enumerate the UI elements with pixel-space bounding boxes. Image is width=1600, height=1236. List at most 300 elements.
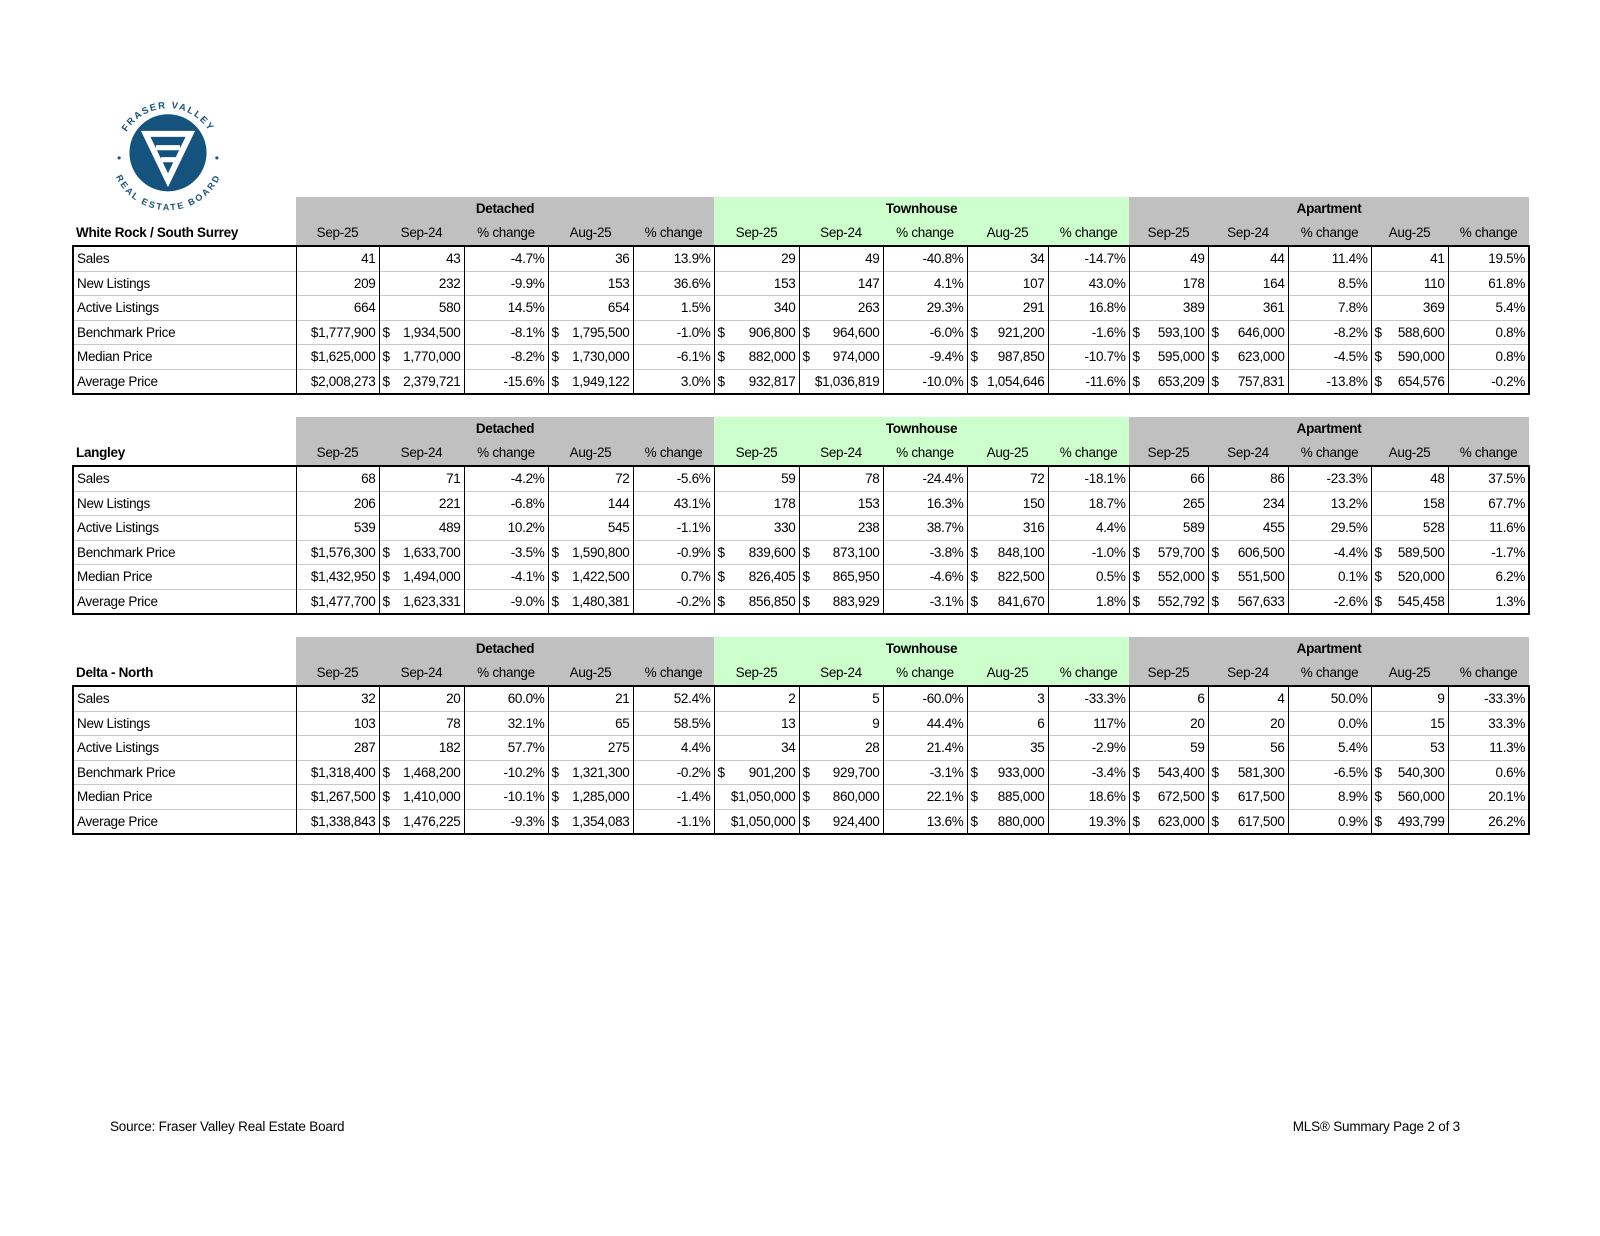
currency-symbol: $ — [1211, 593, 1219, 609]
cell-value: 2,379,721 — [403, 373, 461, 389]
row-label: Benchmark Price — [73, 320, 296, 345]
table-cell: 20 — [1129, 711, 1208, 736]
table-cell — [548, 809, 633, 834]
table-cell: 0.5% — [1048, 565, 1129, 590]
region-title: Delta - North — [76, 665, 154, 680]
blank-cell — [73, 637, 296, 661]
table-cell: -2.9% — [1048, 736, 1129, 761]
currency-symbol: $ — [802, 324, 810, 340]
table-cell: 16.8% — [1048, 296, 1129, 321]
currency-symbol: $ — [970, 789, 978, 804]
cell-value: 860,000 — [832, 789, 880, 804]
cell-value: 757,831 — [1237, 373, 1285, 389]
table-cell: 56 — [1208, 736, 1288, 761]
table-cell — [967, 589, 1048, 614]
table-cell: 580 — [379, 296, 464, 321]
row-label: Active Listings — [73, 736, 296, 761]
currency-symbol: $ — [1211, 764, 1219, 780]
cell-value: 567,633 — [1237, 593, 1285, 609]
table-cell: 0.7% — [633, 565, 714, 590]
table-cell — [967, 345, 1048, 370]
cell-value: 1,949,122 — [572, 373, 630, 389]
column-header: % change — [883, 221, 967, 246]
currency-symbol: $ — [382, 764, 390, 780]
table-cell: -4.6% — [883, 565, 967, 590]
cell-value: 822,500 — [997, 569, 1045, 584]
currency-symbol: $ — [970, 349, 978, 364]
table-cell: 209 — [296, 271, 379, 296]
cell-value: 1,730,000 — [572, 349, 630, 364]
column-header: Sep-25 — [1129, 441, 1208, 466]
column-header: Aug-25 — [967, 441, 1048, 466]
currency-symbol: $ — [802, 593, 810, 609]
table-row — [73, 565, 1529, 590]
column-header: Sep-24 — [799, 661, 883, 686]
table-cell: 37.5% — [1448, 466, 1529, 491]
cell-value: 581,300 — [1237, 764, 1285, 780]
cell-value: 1,422,500 — [572, 569, 630, 584]
cell-value: 974,000 — [832, 349, 880, 364]
table-cell: -1.7% — [1448, 540, 1529, 565]
table-cell: 13 — [714, 711, 799, 736]
table-cell: 9 — [799, 711, 883, 736]
table-cell — [1129, 589, 1208, 614]
table-cell: 6.2% — [1448, 565, 1529, 590]
currency-symbol: $ — [1211, 569, 1219, 584]
table-row — [73, 516, 1529, 541]
row-label: Sales — [73, 466, 296, 491]
table-cell: 182 — [379, 736, 464, 761]
table-cell: -10.1% — [464, 785, 548, 810]
table-cell: $1,338,843 — [296, 809, 379, 834]
table-cell: -1.1% — [633, 809, 714, 834]
table-cell — [1208, 809, 1288, 834]
table-cell: 664 — [296, 296, 379, 321]
column-header: % change — [883, 661, 967, 686]
currency-symbol: $ — [1132, 544, 1140, 560]
cell-value: 1,054,646 — [987, 373, 1045, 389]
column-header: Sep-24 — [799, 221, 883, 246]
region-table — [72, 417, 1530, 615]
cell-value: 1,795,500 — [572, 324, 630, 340]
currency-symbol: $ — [970, 544, 978, 560]
table-cell: 265 — [1129, 491, 1208, 516]
currency-symbol: $ — [382, 569, 390, 584]
table-cell: 275 — [548, 736, 633, 761]
table-cell — [967, 320, 1048, 345]
table-cell — [714, 320, 799, 345]
column-header: Sep-25 — [1129, 221, 1208, 246]
table-cell: 287 — [296, 736, 379, 761]
table-cell — [1371, 345, 1448, 370]
table-cell — [1208, 589, 1288, 614]
column-header: % change — [464, 221, 548, 246]
table-cell: 19.3% — [1048, 809, 1129, 834]
table-cell: -3.1% — [883, 760, 967, 785]
currency-symbol: $ — [717, 373, 725, 389]
table-cell: $2,008,273 — [296, 369, 379, 394]
table-cell: $1,477,700 — [296, 589, 379, 614]
table-cell: 32 — [296, 686, 379, 711]
table-cell: 150 — [967, 491, 1048, 516]
table-cell — [799, 589, 883, 614]
cell-value: 520,000 — [1397, 569, 1445, 584]
currency-symbol: $ — [802, 569, 810, 584]
currency-symbol: $ — [717, 349, 725, 364]
table-cell: -15.6% — [464, 369, 548, 394]
table-row — [73, 736, 1529, 761]
currency-symbol: $ — [802, 789, 810, 804]
blank-cell — [73, 197, 296, 221]
currency-symbol: $ — [1211, 813, 1219, 829]
table-cell — [1129, 565, 1208, 590]
table-cell — [1371, 589, 1448, 614]
table-cell: 178 — [1129, 271, 1208, 296]
table-cell: 589 — [1129, 516, 1208, 541]
table-cell: 20.1% — [1448, 785, 1529, 810]
table-cell — [967, 369, 1048, 394]
cell-value: 1,480,381 — [572, 593, 630, 609]
cell-value: 623,000 — [1237, 349, 1285, 364]
table-cell: 158 — [1371, 491, 1448, 516]
table-cell: -0.2% — [633, 589, 714, 614]
cell-value: 590,000 — [1397, 349, 1445, 364]
table-cell: 41 — [296, 246, 379, 271]
table-row — [73, 491, 1529, 516]
table-cell: -33.3% — [1048, 686, 1129, 711]
table-cell: 489 — [379, 516, 464, 541]
cell-value: 873,100 — [832, 544, 880, 560]
table-cell: 49 — [799, 246, 883, 271]
cell-value: 540,300 — [1397, 764, 1445, 780]
column-header: Aug-25 — [967, 221, 1048, 246]
table-cell — [548, 345, 633, 370]
table-cell — [799, 565, 883, 590]
group-header-detached: Detached — [296, 637, 714, 661]
table-cell: 34 — [714, 736, 799, 761]
cell-value: 617,500 — [1237, 813, 1285, 829]
cell-value: 1,590,800 — [572, 544, 630, 560]
table-cell: 539 — [296, 516, 379, 541]
table-cell: 33.3% — [1448, 711, 1529, 736]
cell-value: 653,209 — [1157, 373, 1205, 389]
column-header: Sep-25 — [296, 441, 379, 466]
cell-value: 579,700 — [1157, 544, 1205, 560]
currency-symbol: $ — [1211, 324, 1219, 340]
table-cell — [1129, 345, 1208, 370]
column-header: Aug-25 — [548, 661, 633, 686]
table-cell: 35 — [967, 736, 1048, 761]
column-header: Sep-24 — [799, 441, 883, 466]
table-cell: 58.5% — [633, 711, 714, 736]
table-cell: 43 — [379, 246, 464, 271]
table-cell: 29 — [714, 246, 799, 271]
table-cell: 291 — [967, 296, 1048, 321]
currency-symbol: $ — [970, 569, 978, 584]
column-header: % change — [883, 441, 967, 466]
table-cell: 4.1% — [883, 271, 967, 296]
table-cell — [799, 785, 883, 810]
table-cell — [1129, 809, 1208, 834]
table-cell — [1371, 785, 1448, 810]
table-cell: 32.1% — [464, 711, 548, 736]
cell-value: 1,494,000 — [403, 569, 461, 584]
cell-value: 848,100 — [997, 544, 1045, 560]
cell-value: 493,799 — [1397, 813, 1445, 829]
table-cell: 0.9% — [1288, 809, 1371, 834]
table-cell: 117% — [1048, 711, 1129, 736]
table-cell: 0.0% — [1288, 711, 1371, 736]
table-cell: 144 — [548, 491, 633, 516]
column-header: % change — [1448, 221, 1529, 246]
cell-value: 987,850 — [997, 349, 1045, 364]
table-cell: $1,777,900 — [296, 320, 379, 345]
cell-value: 1,354,083 — [572, 813, 630, 829]
cell-value: 545,458 — [1397, 593, 1445, 609]
cell-value: 589,500 — [1397, 544, 1445, 560]
cell-value: 1,770,000 — [403, 349, 461, 364]
cell-value: 856,850 — [748, 593, 796, 609]
currency-symbol: $ — [1374, 373, 1382, 389]
currency-symbol: $ — [551, 544, 559, 560]
table-row — [73, 711, 1529, 736]
table-row — [73, 345, 1529, 370]
currency-symbol: $ — [970, 593, 978, 609]
cell-value: 654,576 — [1397, 373, 1445, 389]
table-cell: $1,036,819 — [799, 369, 883, 394]
cell-value: 841,670 — [997, 593, 1045, 609]
table-cell: 78 — [379, 711, 464, 736]
table-cell — [379, 565, 464, 590]
table-cell: -1.0% — [633, 320, 714, 345]
currency-symbol: $ — [1132, 349, 1140, 364]
table-cell: 28 — [799, 736, 883, 761]
currency-symbol: $ — [1132, 593, 1140, 609]
table-cell — [714, 540, 799, 565]
currency-symbol: $ — [1132, 764, 1140, 780]
table-cell — [548, 540, 633, 565]
table-cell: -9.3% — [464, 809, 548, 834]
table-cell: 21 — [548, 686, 633, 711]
table-cell: 221 — [379, 491, 464, 516]
cell-value: 1,468,200 — [403, 764, 461, 780]
table-cell: -4.4% — [1288, 540, 1371, 565]
column-header: % change — [633, 441, 714, 466]
region-table — [72, 637, 1530, 835]
table-cell: -4.1% — [464, 565, 548, 590]
fraser-valley-logo — [108, 96, 228, 213]
cell-value: 646,000 — [1237, 324, 1285, 340]
table-cell: $1,576,300 — [296, 540, 379, 565]
table-cell — [1371, 809, 1448, 834]
table-cell: 15 — [1371, 711, 1448, 736]
table-cell: 4.4% — [1048, 516, 1129, 541]
table-cell: -0.2% — [633, 760, 714, 785]
table-cell: $1,625,000 — [296, 345, 379, 370]
cell-value: 839,600 — [748, 544, 796, 560]
cell-value: 606,500 — [1237, 544, 1285, 560]
currency-symbol: $ — [717, 593, 725, 609]
table-cell — [799, 809, 883, 834]
table-cell: -6.8% — [464, 491, 548, 516]
table-cell: -1.6% — [1048, 320, 1129, 345]
table-cell: -0.9% — [633, 540, 714, 565]
table-cell: 72 — [548, 466, 633, 491]
table-cell — [799, 320, 883, 345]
currency-symbol: $ — [970, 324, 978, 340]
table-cell: 369 — [1371, 296, 1448, 321]
cell-value: 901,200 — [748, 764, 796, 780]
table-cell: 1.8% — [1048, 589, 1129, 614]
currency-symbol: $ — [970, 764, 978, 780]
table-cell: 9 — [1371, 686, 1448, 711]
table-cell: 528 — [1371, 516, 1448, 541]
table-cell: 34 — [967, 246, 1048, 271]
table-cell — [1129, 540, 1208, 565]
table-cell — [1208, 565, 1288, 590]
table-cell: 68 — [296, 466, 379, 491]
cell-value: 1,410,000 — [403, 789, 461, 804]
table-cell: 26.2% — [1448, 809, 1529, 834]
table-cell: -4.2% — [464, 466, 548, 491]
table-cell: 19.5% — [1448, 246, 1529, 271]
table-cell: 11.6% — [1448, 516, 1529, 541]
column-header: Sep-24 — [1208, 661, 1288, 686]
currency-symbol: $ — [382, 349, 390, 364]
table-cell — [379, 320, 464, 345]
table-cell — [1371, 565, 1448, 590]
table-cell: -13.8% — [1288, 369, 1371, 394]
table-cell — [548, 760, 633, 785]
table-cell: 178 — [714, 491, 799, 516]
cell-value: 880,000 — [997, 813, 1045, 829]
group-header-townhouse: Townhouse — [714, 637, 1129, 661]
svg-text:REAL ESTATE BOARD: REAL ESTATE BOARD — [113, 173, 223, 213]
column-header: % change — [1288, 221, 1371, 246]
table-cell — [379, 369, 464, 394]
table-cell — [799, 760, 883, 785]
table-row — [73, 540, 1529, 565]
cell-value: 588,600 — [1397, 324, 1445, 340]
table-cell — [967, 809, 1048, 834]
table-cell — [379, 809, 464, 834]
table-cell — [1129, 785, 1208, 810]
currency-symbol: $ — [1132, 789, 1140, 804]
table-row — [73, 369, 1529, 394]
column-header: % change — [1288, 661, 1371, 686]
table-cell: 43.1% — [633, 491, 714, 516]
table-cell — [1208, 785, 1288, 810]
column-header: Sep-25 — [714, 661, 799, 686]
table-cell: 48 — [1371, 466, 1448, 491]
table-cell: 29.5% — [1288, 516, 1371, 541]
cell-value: 932,817 — [748, 373, 796, 389]
table-cell: 13.9% — [633, 246, 714, 271]
table-cell — [1208, 345, 1288, 370]
table-cell: 8.9% — [1288, 785, 1371, 810]
table-cell: 107 — [967, 271, 1048, 296]
region-table — [72, 197, 1530, 395]
table-row — [73, 466, 1529, 491]
table-cell: 59 — [1129, 736, 1208, 761]
table-cell: 57.7% — [464, 736, 548, 761]
table-cell: 65 — [548, 711, 633, 736]
region-title: White Rock / South Surrey — [76, 225, 239, 240]
currency-symbol: $ — [382, 544, 390, 560]
table-cell — [1371, 760, 1448, 785]
currency-symbol: $ — [802, 764, 810, 780]
table-cell — [967, 540, 1048, 565]
row-label: Sales — [73, 246, 296, 271]
column-header: % change — [1048, 661, 1129, 686]
table-cell: $1,267,500 — [296, 785, 379, 810]
table-cell: 71 — [379, 466, 464, 491]
table-cell: -40.8% — [883, 246, 967, 271]
table-cell — [548, 589, 633, 614]
table-cell — [548, 565, 633, 590]
table-cell: 36 — [548, 246, 633, 271]
table-cell: 14.5% — [464, 296, 548, 321]
table-cell: 11.4% — [1288, 246, 1371, 271]
table-cell: 2 — [714, 686, 799, 711]
currency-symbol: $ — [382, 813, 390, 829]
table-cell: -8.2% — [1288, 320, 1371, 345]
table-cell: 206 — [296, 491, 379, 516]
table-cell: 234 — [1208, 491, 1288, 516]
currency-symbol: $ — [1132, 569, 1140, 584]
cell-value: 1,285,000 — [572, 789, 630, 804]
currency-symbol: $ — [1374, 764, 1382, 780]
table-cell: 18.6% — [1048, 785, 1129, 810]
row-label: New Listings — [73, 271, 296, 296]
table-row — [73, 320, 1529, 345]
column-header: Sep-24 — [379, 441, 464, 466]
table-cell: 3.0% — [633, 369, 714, 394]
currency-symbol: $ — [1132, 373, 1140, 389]
table-cell: 654 — [548, 296, 633, 321]
table-cell — [1129, 369, 1208, 394]
column-header: Aug-25 — [1371, 661, 1448, 686]
table-cell: -33.3% — [1448, 686, 1529, 711]
table-cell: -23.3% — [1288, 466, 1371, 491]
table-cell: 147 — [799, 271, 883, 296]
currency-symbol: $ — [382, 373, 390, 389]
cell-value: 1,633,700 — [403, 544, 461, 560]
group-header-detached: Detached — [296, 417, 714, 441]
currency-symbol: $ — [802, 544, 810, 560]
table-row — [73, 296, 1529, 321]
table-cell: 232 — [379, 271, 464, 296]
table-cell: 103 — [296, 711, 379, 736]
row-label: Median Price — [73, 565, 296, 590]
table-cell: 60.0% — [464, 686, 548, 711]
currency-symbol: $ — [717, 544, 725, 560]
table-cell: -6.5% — [1288, 760, 1371, 785]
cell-value: 883,929 — [832, 593, 880, 609]
table-cell — [967, 565, 1048, 590]
column-header: Aug-25 — [548, 221, 633, 246]
table-cell: -1.0% — [1048, 540, 1129, 565]
table-cell: 67.7% — [1448, 491, 1529, 516]
currency-symbol: $ — [1374, 813, 1382, 829]
table-cell: -60.0% — [883, 686, 967, 711]
table-cell: 49 — [1129, 246, 1208, 271]
column-header: % change — [1448, 661, 1529, 686]
table-cell: 1.3% — [1448, 589, 1529, 614]
cell-value: 617,500 — [1237, 789, 1285, 804]
cell-value: 623,000 — [1157, 813, 1205, 829]
table-cell: 4 — [1208, 686, 1288, 711]
